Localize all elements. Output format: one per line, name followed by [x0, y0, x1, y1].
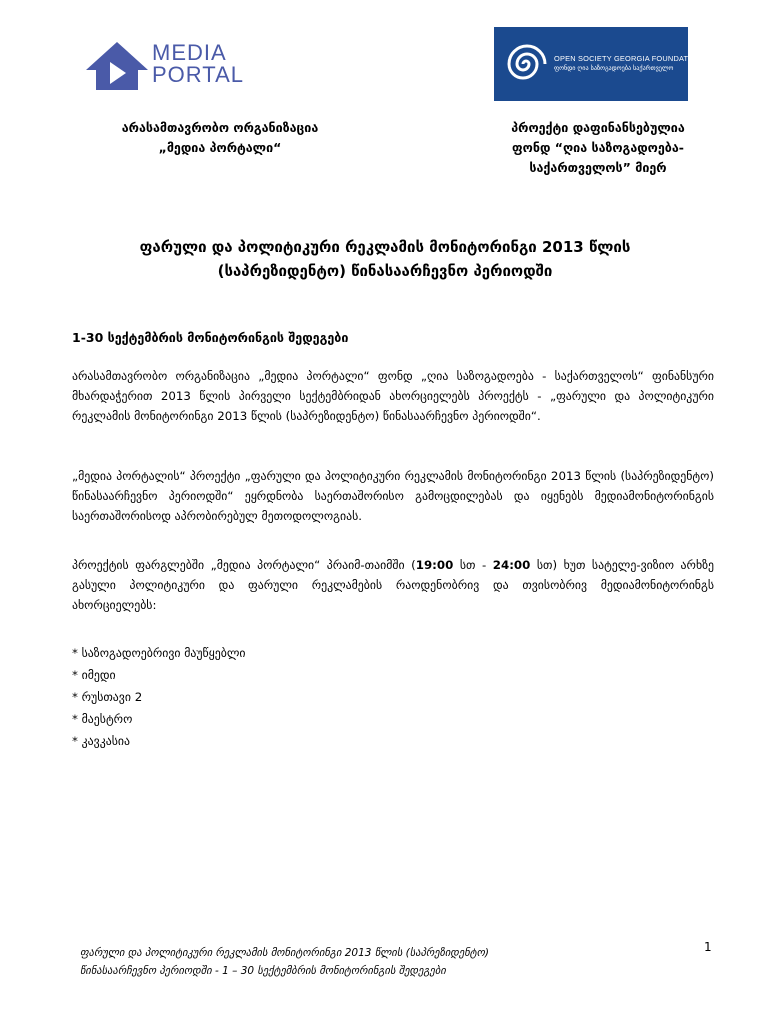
osgf-name-en: OPEN SOCIETY GEORGIA FOUNDATION — [554, 54, 703, 63]
list-item: * იმედი — [72, 668, 116, 682]
media-portal-logo — [86, 40, 276, 92]
list-item: * კავკასია — [72, 734, 130, 748]
spiral-icon — [498, 27, 554, 101]
osgf-logo — [494, 27, 703, 101]
funding-header: პროექტი დაფინანსებულია ფონდ “ღია საზოგადოება- საქართველოს” მიერ — [511, 120, 685, 175]
list-item: * საზოგადოებრივი მაუწყებლი — [72, 646, 246, 660]
paragraph-intro: არასამთავრობო ორგანიზაცია „მედია პორტალი“ ფონდ „ღია საზოგადოება - საქართველოს“ ფინანსური მხარდაჭერით 2013 წლის პირველი სექტემბრიდან ახორციელებს პროექტს - „ფარული და პოლიტიკური რეკლამის მონიტორინგი 2013 წლის (საპრეზიდენტო) წინასაარჩევნო პერიოდში“. — [72, 369, 714, 423]
osgf-name-ka: ფონდი ღია საზოგადოება საქართველო — [554, 65, 674, 72]
section-heading: 1-30 სექტემბრის მონიტორინგის შედეგები — [72, 330, 349, 345]
paragraph-methodology: „მედია პორტალის“ პროექტი „ფარული და პოლიტიკური რეკლამის მონიტორინგი 2013 წლის (საპრეზიდენტო) წინასაარჩევნო პერიოდში“ ეყრდნობა საერთაშორისო გამოცდილებას და იყენებს მედიამონიტორინგის საერთაშორისოდ აპრობირებულ მეთოდოლოგიას. — [72, 469, 714, 523]
page-footer: ფარული და პოლიტიკური რეკლამის მონიტორინგი 2013 წლის (საპრეზიდენტო) წინასაარჩევნო პერიოდში - 1 – 30 სექტემბრის მონიტორინგის შედეგები — [80, 947, 489, 977]
house-play-icon — [86, 40, 152, 92]
channel-list — [72, 642, 246, 752]
list-item: * რუსთავი 2 — [72, 690, 143, 704]
media-portal-wordmark: MEDIA PORTAL — [152, 40, 244, 87]
document-title: ფარული და პოლიტიკური რეკლამის მონიტორინგი 2013 წლის (საპრეზიდენტო) წინასაარჩევნო პერიოდში — [139, 238, 631, 280]
organization-header: არასამთავრობო ორგანიზაცია „მედია პორტალი“ — [121, 120, 319, 155]
list-item: * მაესტრო — [72, 712, 133, 726]
page-number: 1 — [704, 940, 712, 954]
paragraph-scope: პროექტის ფარგლებში „მედია პორტალი“ პრაიმ-თაიმში (19:00 სთ - 24:00 სთ) ხუთ სატელე-ვიზიო არხზე გასული პოლიტიკური და ფარული რეკლამების რაოდენობრივ და თვისობრივ მედიამონიტორინგს ახორციელებს: — [72, 558, 714, 612]
